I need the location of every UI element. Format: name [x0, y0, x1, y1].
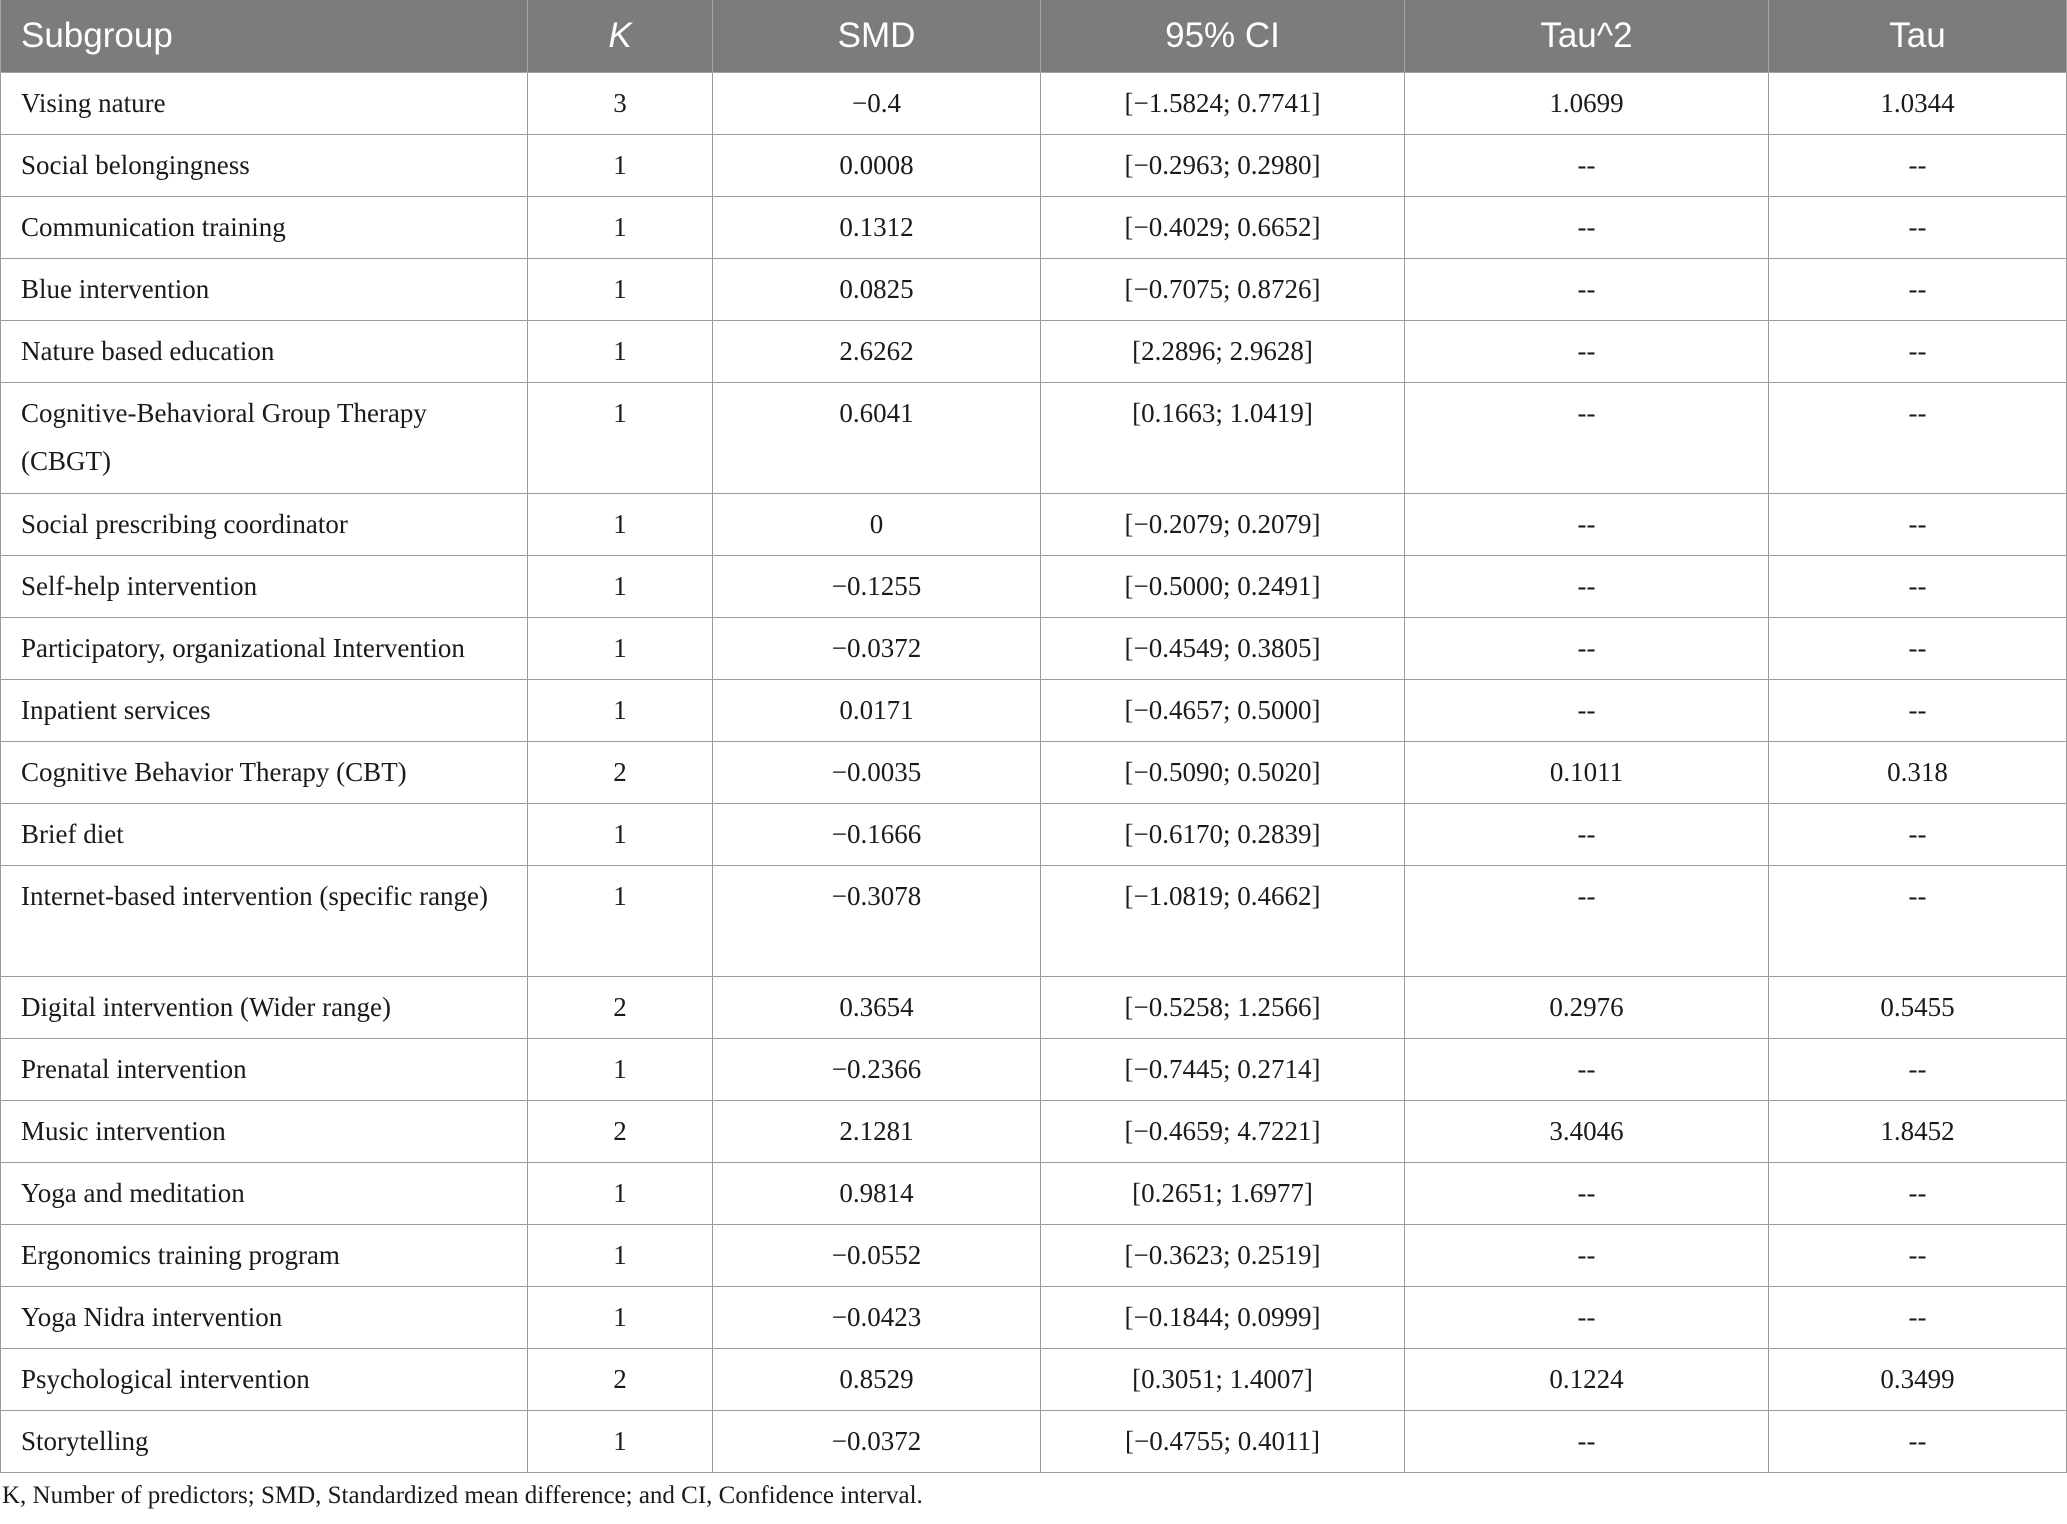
cell-subgroup: Vising nature — [1, 73, 528, 135]
cell-tau: -- — [1769, 866, 2067, 977]
cell-k: 1 — [528, 1287, 713, 1349]
cell-k: 1 — [528, 197, 713, 259]
cell-tau2: 3.4046 — [1405, 1101, 1769, 1163]
cell-smd: 0.8529 — [713, 1349, 1041, 1411]
cell-k: 2 — [528, 1349, 713, 1411]
cell-tau2: -- — [1405, 1163, 1769, 1225]
cell-tau: -- — [1769, 1225, 2067, 1287]
cell-ci: [−0.7445; 0.2714] — [1041, 1039, 1405, 1101]
cell-smd: 0.3654 — [713, 977, 1041, 1039]
cell-ci: [−0.4657; 0.5000] — [1041, 680, 1405, 742]
cell-tau2: -- — [1405, 680, 1769, 742]
cell-tau2: 0.1011 — [1405, 742, 1769, 804]
cell-k: 2 — [528, 1101, 713, 1163]
cell-tau2: -- — [1405, 1411, 1769, 1473]
cell-subgroup: Psychological intervention — [1, 1349, 528, 1411]
table-row — [1, 1225, 2067, 1287]
cell-smd: 0.0008 — [713, 135, 1041, 197]
cell-k: 1 — [528, 618, 713, 680]
cell-tau2: -- — [1405, 135, 1769, 197]
cell-ci: [−0.5090; 0.5020] — [1041, 742, 1405, 804]
cell-tau: -- — [1769, 259, 2067, 321]
cell-tau: -- — [1769, 1411, 2067, 1473]
cell-tau: 1.8452 — [1769, 1101, 2067, 1163]
cell-tau: -- — [1769, 494, 2067, 556]
cell-tau: -- — [1769, 197, 2067, 259]
cell-ci: [−0.2963; 0.2980] — [1041, 135, 1405, 197]
cell-ci: [−0.1844; 0.0999] — [1041, 1287, 1405, 1349]
cell-tau2: -- — [1405, 1039, 1769, 1101]
table-row — [1, 383, 2067, 494]
cell-tau2: -- — [1405, 321, 1769, 383]
cell-smd: −0.0552 — [713, 1225, 1041, 1287]
cell-tau2: -- — [1405, 494, 1769, 556]
cell-tau: -- — [1769, 680, 2067, 742]
cell-ci: [−0.5258; 1.2566] — [1041, 977, 1405, 1039]
cell-smd: −0.2366 — [713, 1039, 1041, 1101]
cell-smd: 0 — [713, 494, 1041, 556]
cell-ci: [−0.4659; 4.7221] — [1041, 1101, 1405, 1163]
cell-subgroup: Storytelling — [1, 1411, 528, 1473]
cell-tau2: -- — [1405, 197, 1769, 259]
cell-smd: 2.6262 — [713, 321, 1041, 383]
cell-subgroup: Participatory, organizational Intervention — [1, 618, 528, 680]
table-row — [1, 494, 2067, 556]
cell-subgroup: Communication training — [1, 197, 528, 259]
cell-tau2: -- — [1405, 866, 1769, 977]
table-row — [1, 1287, 2067, 1349]
header-ci: 95% CI — [1041, 0, 1405, 73]
cell-ci: [−0.3623; 0.2519] — [1041, 1225, 1405, 1287]
cell-ci: [−0.7075; 0.8726] — [1041, 259, 1405, 321]
cell-k: 1 — [528, 383, 713, 494]
cell-ci: [−0.4755; 0.4011] — [1041, 1411, 1405, 1473]
cell-tau2: -- — [1405, 556, 1769, 618]
header-tau2: Tau^2 — [1405, 0, 1769, 73]
cell-k: 1 — [528, 866, 713, 977]
cell-smd: −0.3078 — [713, 866, 1041, 977]
cell-k: 1 — [528, 259, 713, 321]
cell-subgroup: Brief diet — [1, 804, 528, 866]
cell-ci: [−0.5000; 0.2491] — [1041, 556, 1405, 618]
cell-ci: [−0.6170; 0.2839] — [1041, 804, 1405, 866]
cell-k: 1 — [528, 135, 713, 197]
cell-smd: −0.0035 — [713, 742, 1041, 804]
cell-subgroup: Cognitive Behavior Therapy (CBT) — [1, 742, 528, 804]
table-row — [1, 804, 2067, 866]
cell-ci: [−0.2079; 0.2079] — [1041, 494, 1405, 556]
cell-subgroup: Yoga Nidra intervention — [1, 1287, 528, 1349]
cell-tau: 0.318 — [1769, 742, 2067, 804]
cell-smd: 2.1281 — [713, 1101, 1041, 1163]
cell-tau: -- — [1769, 556, 2067, 618]
cell-tau2: -- — [1405, 1225, 1769, 1287]
cell-subgroup: Prenatal intervention — [1, 1039, 528, 1101]
header-k: K — [528, 0, 713, 73]
cell-k: 3 — [528, 73, 713, 135]
cell-tau: 0.5455 — [1769, 977, 2067, 1039]
cell-tau: -- — [1769, 1163, 2067, 1225]
cell-tau2: -- — [1405, 618, 1769, 680]
table-row — [1, 618, 2067, 680]
cell-smd: −0.0372 — [713, 1411, 1041, 1473]
cell-subgroup: Cognitive-Behavioral Group Therapy (CBGT) — [1, 383, 528, 494]
table-row — [1, 1163, 2067, 1225]
cell-tau2: -- — [1405, 1287, 1769, 1349]
cell-k: 1 — [528, 1225, 713, 1287]
cell-tau: -- — [1769, 1287, 2067, 1349]
table-row — [1, 259, 2067, 321]
cell-k: 1 — [528, 804, 713, 866]
cell-k: 1 — [528, 556, 713, 618]
table-row — [1, 556, 2067, 618]
header-subgroup: Subgroup — [1, 0, 528, 73]
cell-tau: 0.3499 — [1769, 1349, 2067, 1411]
table-row — [1, 197, 2067, 259]
cell-smd: −0.1666 — [713, 804, 1041, 866]
cell-subgroup: Yoga and meditation — [1, 1163, 528, 1225]
cell-tau2: -- — [1405, 259, 1769, 321]
cell-smd: 0.1312 — [713, 197, 1041, 259]
cell-ci: [−1.0819; 0.4662] — [1041, 866, 1405, 977]
cell-tau: -- — [1769, 1039, 2067, 1101]
cell-tau: -- — [1769, 135, 2067, 197]
cell-k: 1 — [528, 494, 713, 556]
cell-k: 1 — [528, 680, 713, 742]
cell-smd: 0.0825 — [713, 259, 1041, 321]
cell-subgroup: Blue intervention — [1, 259, 528, 321]
cell-k: 2 — [528, 742, 713, 804]
cell-tau: 1.0344 — [1769, 73, 2067, 135]
cell-subgroup: Inpatient services — [1, 680, 528, 742]
cell-tau2: 1.0699 — [1405, 73, 1769, 135]
cell-tau: -- — [1769, 804, 2067, 866]
cell-tau: -- — [1769, 618, 2067, 680]
cell-ci: [−0.4549; 0.3805] — [1041, 618, 1405, 680]
table-row — [1, 1039, 2067, 1101]
cell-tau: -- — [1769, 383, 2067, 494]
table-row — [1, 1411, 2067, 1473]
cell-smd: 0.0171 — [713, 680, 1041, 742]
cell-ci: [0.3051; 1.4007] — [1041, 1349, 1405, 1411]
cell-smd: −0.0423 — [713, 1287, 1041, 1349]
cell-subgroup: Music intervention — [1, 1101, 528, 1163]
cell-k: 1 — [528, 1411, 713, 1473]
table-row — [1, 321, 2067, 383]
cell-subgroup: Ergonomics training program — [1, 1225, 528, 1287]
cell-subgroup: Social belongingness — [1, 135, 528, 197]
cell-smd: −0.4 — [713, 73, 1041, 135]
table-row — [1, 1101, 2067, 1163]
header-tau: Tau — [1769, 0, 2067, 73]
cell-tau2: 0.1224 — [1405, 1349, 1769, 1411]
table-row — [1, 977, 2067, 1039]
cell-subgroup: Self-help intervention — [1, 556, 528, 618]
cell-smd: −0.0372 — [713, 618, 1041, 680]
cell-ci: [0.1663; 1.0419] — [1041, 383, 1405, 494]
table-row — [1, 1349, 2067, 1411]
cell-subgroup: Social prescribing coordinator — [1, 494, 528, 556]
table-row — [1, 73, 2067, 135]
cell-subgroup: Digital intervention (Wider range) — [1, 977, 528, 1039]
table-row — [1, 135, 2067, 197]
cell-tau2: 0.2976 — [1405, 977, 1769, 1039]
cell-ci: [−0.4029; 0.6652] — [1041, 197, 1405, 259]
cell-tau2: -- — [1405, 383, 1769, 494]
cell-ci: [0.2651; 1.6977] — [1041, 1163, 1405, 1225]
cell-tau2: -- — [1405, 804, 1769, 866]
table-row — [1, 680, 2067, 742]
cell-subgroup: Internet-based intervention (specific range) — [1, 866, 528, 977]
cell-ci: [−1.5824; 0.7741] — [1041, 73, 1405, 135]
table-row — [1, 742, 2067, 804]
table-row — [1, 866, 2067, 977]
cell-k: 1 — [528, 321, 713, 383]
cell-k: 2 — [528, 977, 713, 1039]
cell-tau: -- — [1769, 321, 2067, 383]
cell-smd: 0.9814 — [713, 1163, 1041, 1225]
cell-smd: 0.6041 — [713, 383, 1041, 494]
cell-ci: [2.2896; 2.9628] — [1041, 321, 1405, 383]
cell-subgroup: Nature based education — [1, 321, 528, 383]
table-footnote: K, Number of predictors; SMD, Standardized mean difference; and CI, Confidence interval. — [2, 1482, 923, 1509]
cell-k: 1 — [528, 1039, 713, 1101]
cell-smd: −0.1255 — [713, 556, 1041, 618]
cell-k: 1 — [528, 1163, 713, 1225]
table-header-row — [1, 0, 2067, 73]
header-smd: SMD — [713, 0, 1041, 73]
